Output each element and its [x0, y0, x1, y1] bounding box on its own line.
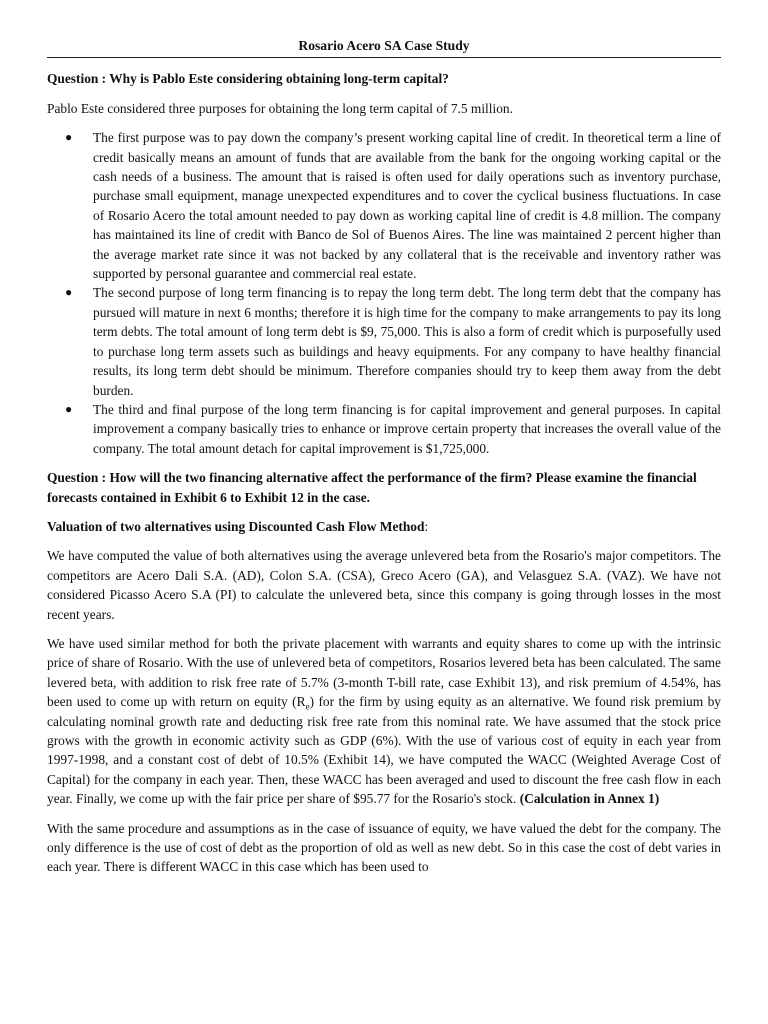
intro-paragraph: Pablo Este considered three purposes for obtaining the long term capital of 7.5 million. — [47, 100, 513, 116]
annex-reference: (Calculation in Annex 1) — [519, 791, 660, 807]
bullet-icon: ● — [65, 285, 73, 300]
paragraph-method-text-a: We have used similar method for both the private placement with warrants and equity shares to come up with the intrinsic price of share of Rosario. With the use of unlevered beta of competitors, Rosarios levered beta has been calculated. The same levered beta, with addition to risk free rate of 5.7% (3-month T-bill rate, case Exhibit 13), and risk premium of 4.54%, has been used to come up with return on equity (R — [47, 635, 721, 710]
paragraph-debt: With the same procedure and assumptions as in the case of issuance of equity, we have valued the debt for the company. The only difference is the use of cost of debt as the proportion of old as well as new debt. So in this case the cost of debt varies in each year. There is different WACC in this case which has been used to — [47, 820, 721, 875]
paragraph-method — [47, 634, 721, 809]
paragraph-method-text-b: ) for the firm by using equity as an alternative. We found risk premium by calculating nominal growth rate and deducting risk free rate from this nominal rate. We have assumed that the stock price grows with the growth in economic activity such as GDP (6%). With the use of various cost of equity in each year from 1997-1998, and a constant cost of debt of 10.5% (Exhibit 14), we have computed the WACC (Weighted Average Cost of Capital) for the company in each year. Then, these WACC has been averaged and used to discount the free cash flow in each year. Finally, we come up with the fair price per share of $95.77 for the Rosario's stock. — [47, 694, 721, 807]
subscript-e: e — [305, 701, 310, 712]
list-item-text: The first purpose was to pay down the company’s present working capital line of credit. In theoretical term a line of credit basically means an amount of funds that are available from the bank for the ongoing working capital or the cash needs of a business. The amount that is raised is often used for daily operations such as inventory purchase, purchase small equipment, manage unexpected expenditures and to cover the cyclical business fluctuations. In case of Rosario Acero the total amount needed to pay down as working capital line of credit is 4.8 million. The company has maintained its line of credit with Banco de Sol of Buenos Aires. The line was maintained 2 percent higher than the average market rate since it was not backed by any collateral that is the receivable and inventory rather was supported by personal guarantee and commercial real estate. — [93, 130, 721, 282]
section-heading: Valuation of two alternatives using Discounted Cash Flow Method — [47, 518, 425, 534]
section-heading-line — [47, 517, 721, 536]
question-2: Question : How will the two financing alternative affect the performance of the firm? Please examine the financial forecasts contained in Exhibit 6 to Exhibit 12 in the case. — [47, 470, 697, 505]
list-item — [65, 283, 721, 399]
bullet-icon: ● — [65, 401, 73, 416]
list-item-text: The second purpose of long term financing is to repay the long term debt. The long term debt that the company has pursued will mature in next 6 months; therefore it is high time for the company to make arrangements to pay its long term debts. The total amount of long term debt is $9, 75,000. This is also a form of credit which is purposefully used to purchase long term assets such as buildings and heavy equipments. For any company to have healthy financial results, its long term debt should be minimum. Therefore companies should try to keep them away from the debt burden. — [93, 285, 721, 398]
list-item — [65, 400, 721, 458]
list-item — [65, 128, 721, 283]
list-item-text: The third and final purpose of the long term financing is for capital improvement and general purposes. In capital improvement a company basically tries to enhance or improve certain property that increases the overall value of the company. The total amount detach for capital improvement is $1,725,000. — [93, 401, 721, 456]
purposes-list — [47, 128, 721, 458]
section-heading-colon: : — [424, 518, 429, 534]
document-title: Rosario Acero SA Case Study — [47, 36, 721, 58]
paragraph-competitors: We have computed the value of both alternatives using the average unlevered beta from the Rosario's major competitors. The competitors are Acero Dali S.A. (AD), Colon S.A. (CSA), Greco Acero (GA), and Velasguez S.A. (VAZ). We have not considered Picasso Acero S.A (PI) to calculate the unlevered beta, since this company is going through losses in the most recent years. — [47, 548, 721, 622]
question-1: Question : Why is Pablo Este considering obtaining long-term capital? — [47, 71, 449, 87]
bullet-icon: ● — [65, 130, 73, 145]
